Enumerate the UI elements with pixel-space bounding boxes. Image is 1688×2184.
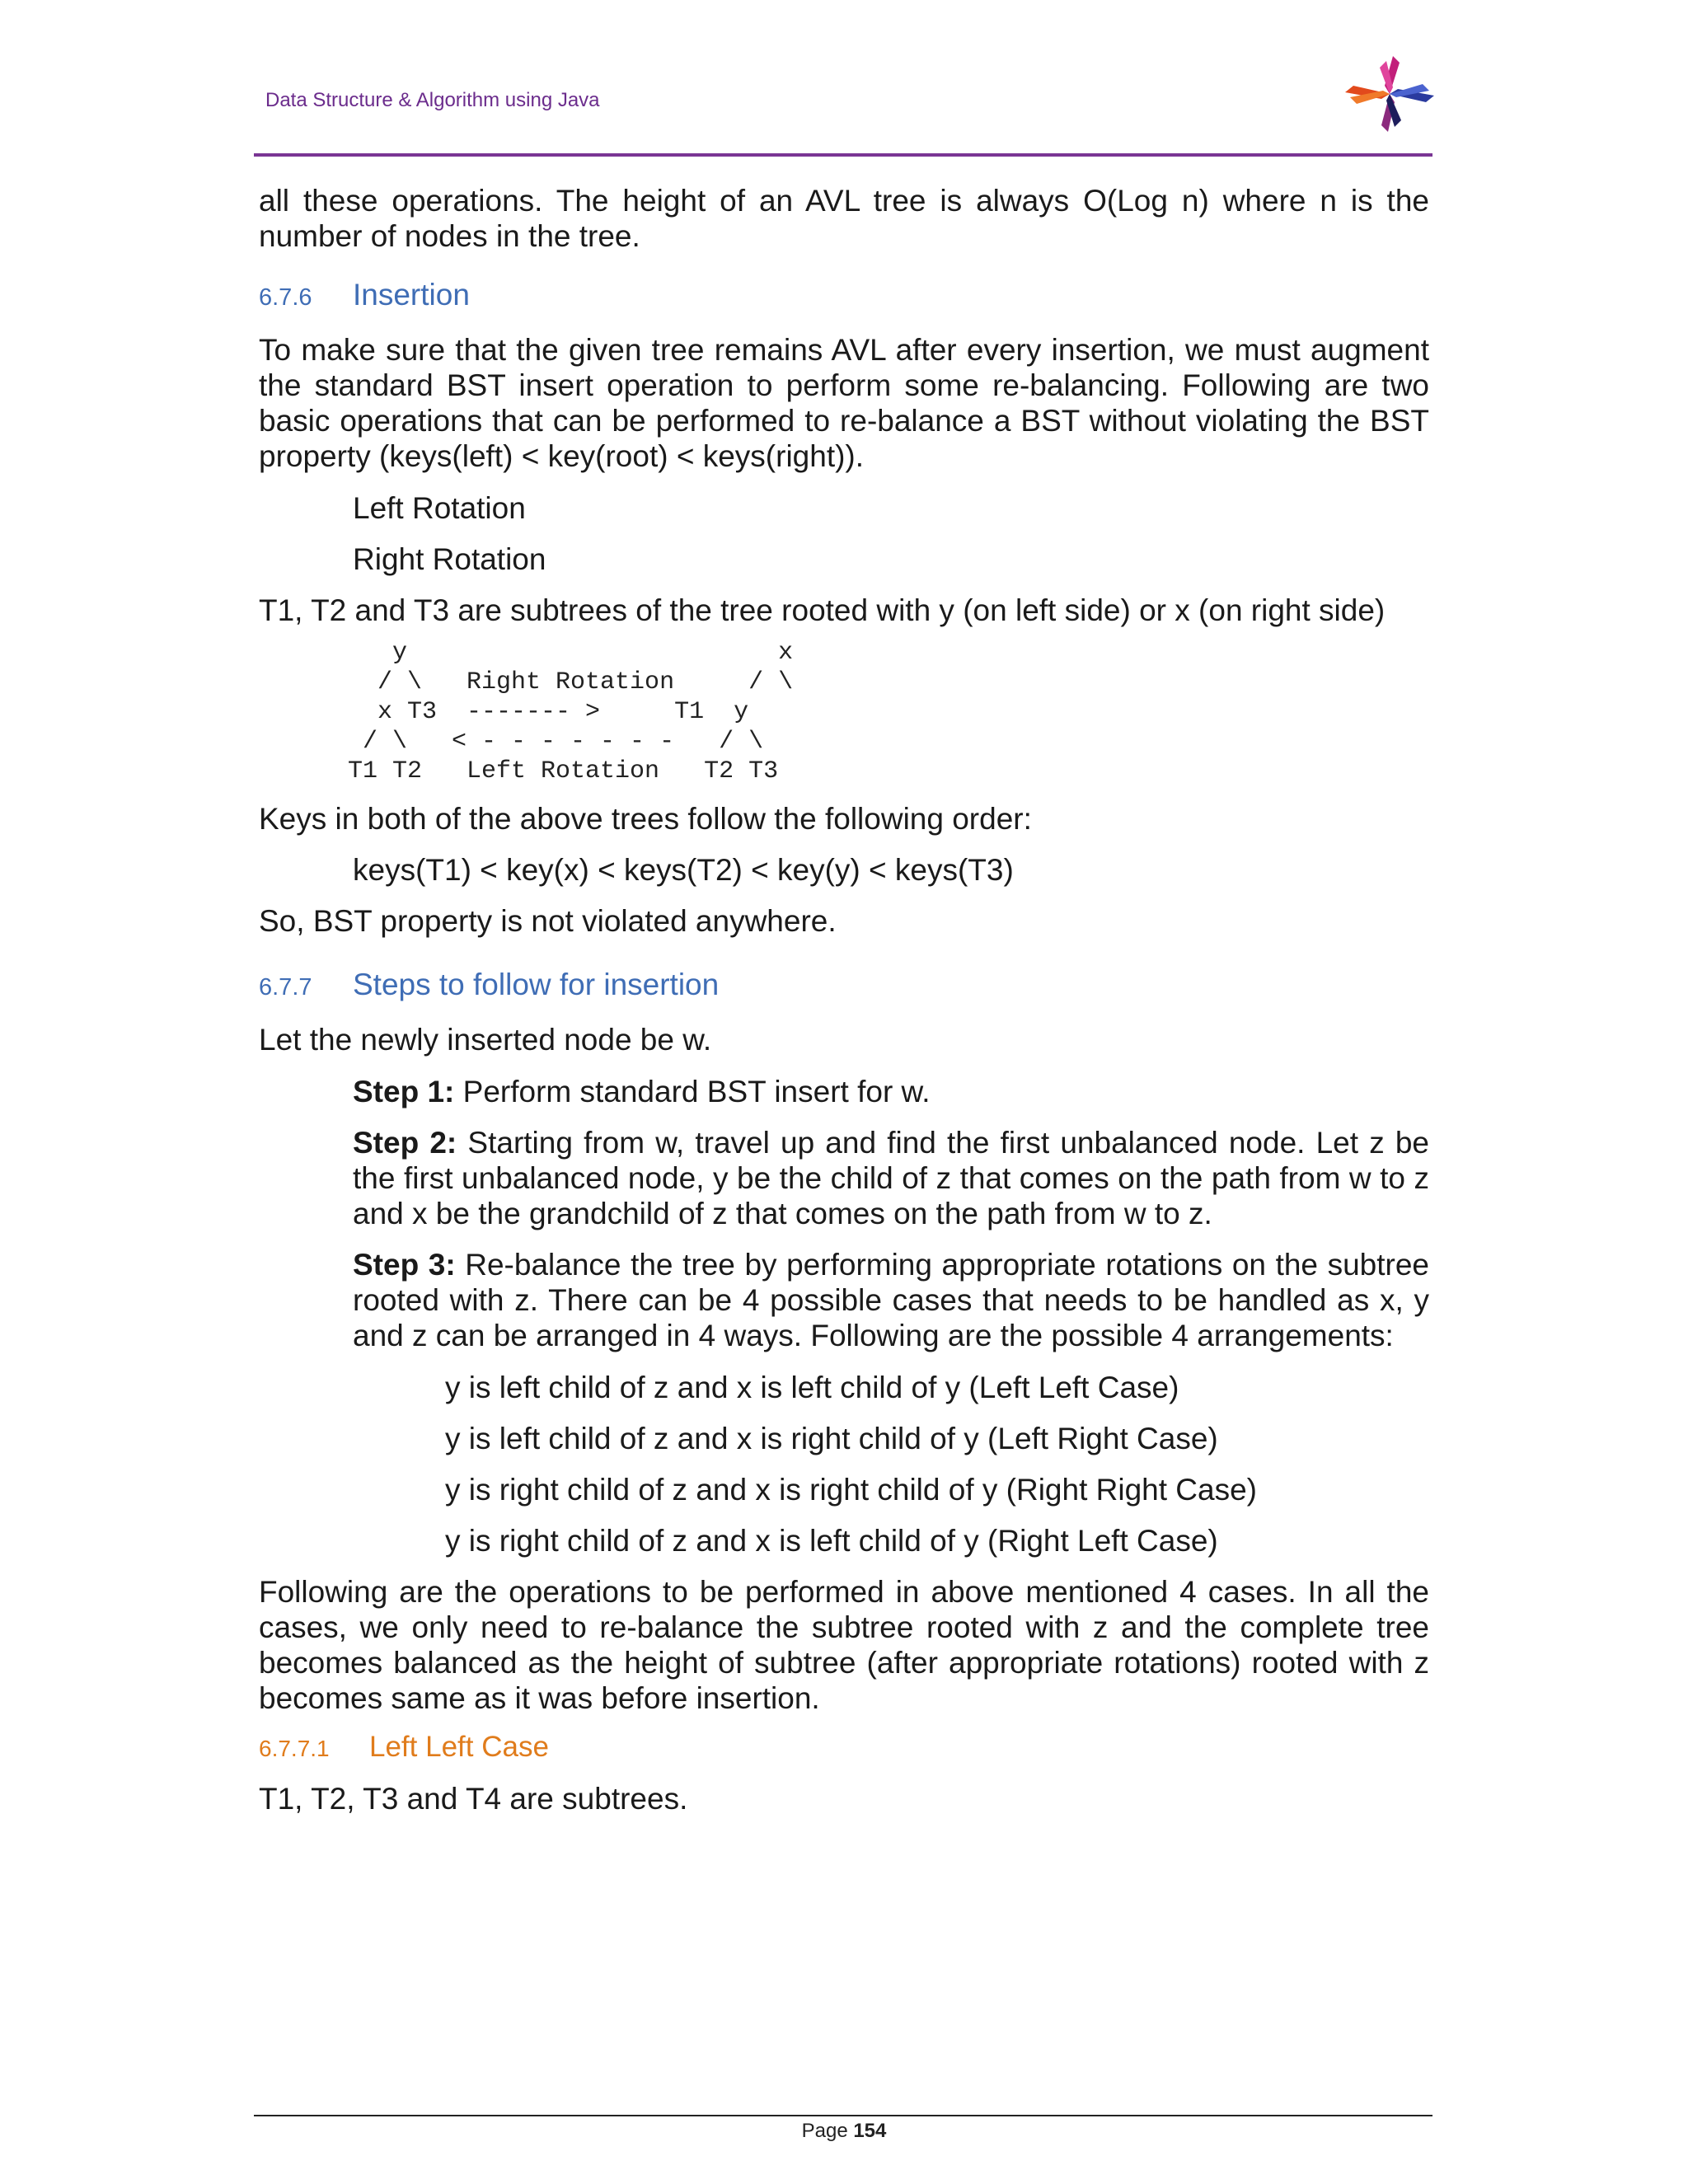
subsection-title: Left Left Case [369,1731,549,1763]
section-heading-insertion [259,277,1429,316]
step-3 [353,1247,1429,1353]
pinwheel-logo-icon [1342,51,1437,137]
subsection-heading-left-left [259,1729,1429,1766]
section-number: 6.7.6 [259,284,312,311]
case-item: y is right child of z and x is left child of y (Right Left Case) [445,1524,1218,1558]
step-1 [353,1074,1429,1109]
page-footer [0,2120,1688,2143]
intro-paragraph: all these operations. The height of an AVL tree is always O(Log n) where n is the number of nodes in the tree. [259,184,1429,253]
page-label: Page [801,2120,854,2142]
step-2 [353,1125,1429,1231]
page-content [259,183,1429,1816]
keys-order-intro: Keys in both of the above trees follow the following order: [259,802,1032,836]
section-number: 6.7.7 [259,974,312,1001]
section-heading-steps [259,967,1429,1005]
left-left-text: T1, T2, T3 and T4 are subtrees. [259,1782,688,1816]
section-title: Steps to follow for insertion [353,968,720,1001]
footer-divider [254,2115,1432,2116]
step-text: Perform standard BST insert for w. [454,1075,931,1108]
bst-note: So, BST property is not violated anywhere. [259,904,837,938]
step-text: Starting from w, travel up and find the first unbalanced node. Let z be the first unbalanced node, y be the child of z that comes on the path from w to z and x be the grandchild of z that comes on the path from w to z. [353,1126,1430,1230]
rotation-diagram: y x / \ Right Rotation / \ x T3 ------- > T1 y / \ < - - - - - - - / \ T1 T2 Left Rotation T2 T3 [348,639,794,785]
case-item: y is left child of z and x is right child of y (Left Right Case) [445,1422,1218,1455]
step-label: Step 3: [353,1248,456,1282]
page-number: 154 [853,2120,887,2142]
step-text: Re-balance the tree by performing appropriate rotations on the subtree rooted with z. There can be 4 possible cases that needs to be handled as x, y and z can be arranged in 4 ways. Following are the possible 4 arrangements: [353,1248,1430,1352]
section-title: Insertion [353,278,470,312]
step-label: Step 1: [353,1075,455,1108]
insertion-paragraph: To make sure that the given tree remains AVL after every insertion, we must augment the standard BST insert operation to perform some re-balancing. Following are two basic operations that can be performed to re-balance a BST without violating the BST property (keys(left) < key(root) < keys(right)). [259,333,1429,473]
case-item: y is left child of z and x is left child of y (Left Left Case) [445,1371,1179,1404]
operations-paragraph: Following are the operations to be performed in above mentioned 4 cases. In all the cases, we only need to re-balance the subtree rooted with z and the complete tree becomes balanced as the height of subtree (after appropriate rotations) rooted with z becomes same as it was before insertion. [259,1575,1429,1715]
step-label: Step 2: [353,1126,457,1160]
operation-right-rotation: Right Rotation [353,542,546,576]
keys-order: keys(T1) < key(x) < keys(T2) < key(y) < keys(T3) [353,853,1014,887]
header-title: Data Structure & Algorithm using Java [265,89,600,111]
subtrees-description: T1, T2 and T3 are subtrees of the tree rooted with y (on left side) or x (on right side) [259,593,1386,627]
subsection-number: 6.7.7.1 [259,1736,330,1761]
new-node-line: Let the newly inserted node be w. [259,1023,712,1057]
operation-left-rotation: Left Rotation [353,491,526,525]
case-item: y is right child of z and x is right child of y (Right Right Case) [445,1473,1257,1507]
header-divider [254,153,1432,157]
